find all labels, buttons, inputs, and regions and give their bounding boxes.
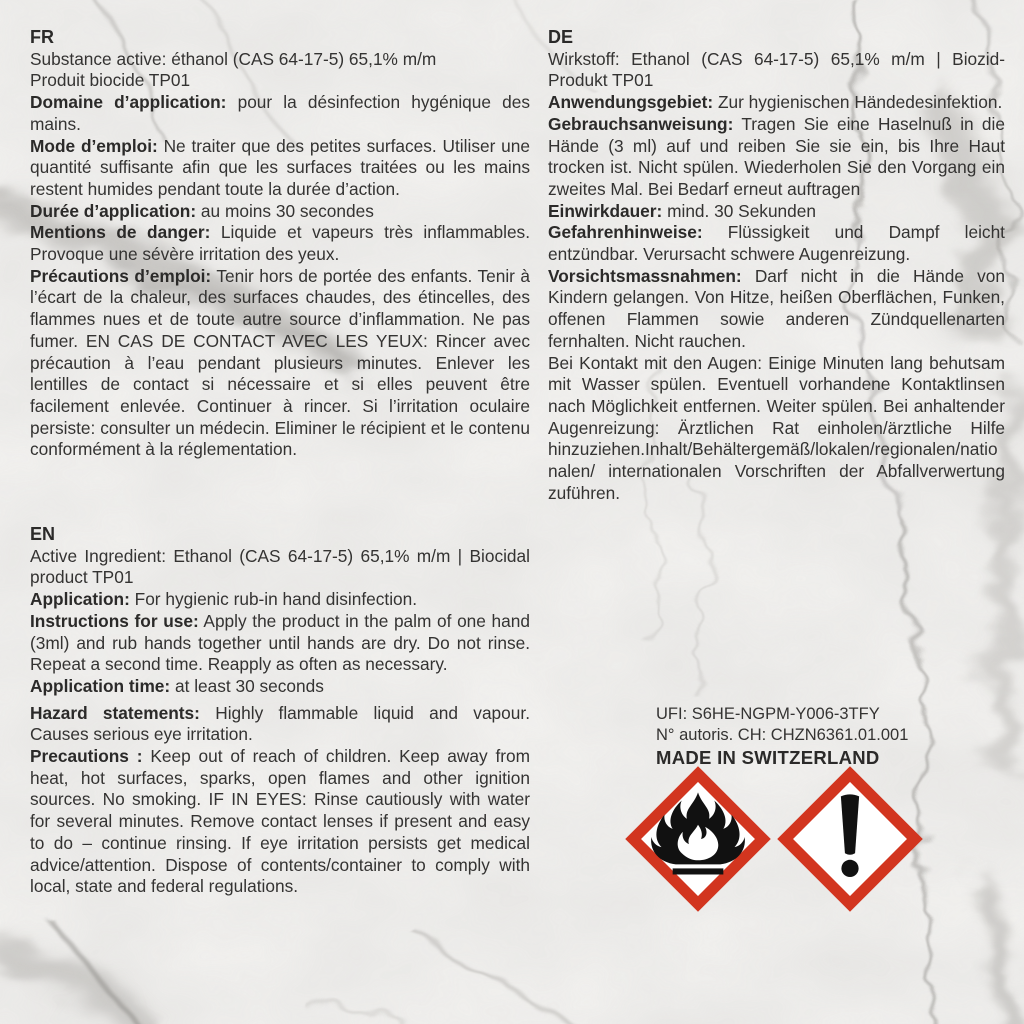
exclamation-dot [841, 860, 858, 877]
fr-mentions-danger: Mentions de danger: Liquide et vapeurs très inflammables. Provoque une sévère irritation des yeux. [30, 222, 530, 265]
fr-mode-emploi: Mode d’emploi: Ne traiter que des petites surfaces. Utiliser une quantité suffisante afin que les surfaces traitées ou les mains restent humides pendant toute la durée d’action. [30, 135, 530, 199]
section-en [30, 524, 530, 898]
en-application: Application: For hygienic rub-in hand disinfection. [30, 589, 418, 610]
authorisation-number: N° autoris. CH: CHZN6361.01.001 [656, 726, 909, 744]
de-anwendungsgebiet: Anwendungsgebiet: Zur hygienischen Händedesinfektion. [548, 92, 1003, 113]
de-gefahrenhinweise: Gefahrenhinweise: Flüssigkeit und Dampf leicht entzündbar. Verursacht schwere Augenreizung. [548, 222, 1005, 265]
en-hazard-statements: Hazard statements: Highly flammable liquid and vapour. Causes serious eye irritation. [30, 702, 530, 745]
de-wirkstoff: Wirkstoff: Ethanol (CAS 64-17-5) 65,1% m/m | Biozid-Produkt TP01 [548, 48, 1005, 91]
fr-duree-application: Durée d’application: au moins 30 secondes [30, 200, 374, 221]
flame-icon [625, 766, 771, 912]
regulatory-block [656, 704, 908, 769]
exclamation-mark-icon [777, 766, 923, 912]
en-instructions-for-use: Instructions for use: Apply the product in the palm of one hand (3ml) and rub hands together until hands are dry. Do not rinse. Repeat a second time. Reapply as often as necessary. [30, 610, 530, 675]
en-application-time: Application time: at least 30 seconds [30, 675, 324, 696]
section-heading-fr: FR [30, 27, 54, 47]
flame-baseline-bar [673, 868, 724, 874]
de-augenkontakt-entsorgung: Bei Kontakt mit den Augen: Einige Minuten lang behutsam mit Wasser spülen. Eventuell vorhandene Kontaktlinsen nach Möglichkeit entfernen. Weiter spülen. Bei anhaltender Augenreizung: Ärztlichen Rat einholen/ärztliche Hilfe hinzuziehen.Inhalt/Behältergemäß/lokalen/regionalen/nationalen/ internationalen Vorschriften der Abfallverwertung zuführen. [548, 352, 1005, 503]
section-de [548, 27, 1005, 504]
fr-domaine-application: Domaine d’application: pour la désinfection hygénique des mains. [30, 92, 530, 134]
en-precautions: Precautions : Keep out of reach of children. Keep away from heat, hot surfaces, sparks, open flames and other ignition sources. No smoking. IF IN EYES: Rinse cautiously with water for several minutes. Remove contact lenses if present and easy to do – continue rinsing. If eye irritation persists get medical advice/attention. Dispose of contents/container to comply with local, state and federal regulations. [30, 746, 531, 897]
en-active-ingredient: Active Ingredient: Ethanol (CAS 64-17-5) 65,1% m/m | Biocidal product TP01 [30, 545, 530, 588]
fr-substance-active: Substance active: éthanol (CAS 64-17-5) 65,1% m/m [30, 48, 437, 69]
section-heading-de: DE [548, 27, 574, 47]
de-einwirkdauer: Einwirkdauer: mind. 30 Sekunden [548, 200, 816, 221]
ghs-pictograms [625, 766, 923, 912]
made-in-switzerland: MADE IN SWITZERLAND [656, 747, 880, 768]
section-fr [30, 27, 530, 461]
de-gebrauchsanweisung: Gebrauchsanweisung: Tragen Sie eine Haselnuß in die Hände (3 ml) auf und reiben Sie sie ein, bis Ihre Haut trocken ist. Nicht spülen. Wiederholen Sie den Vorgang ein zweites Mal. Bei Bedarf erneut auftragen [548, 113, 1005, 199]
section-heading-en: EN [30, 524, 56, 544]
ufi-code: UFI: S6HE-NGPM-Y006-3TFY [656, 705, 880, 723]
de-vorsichtsmassnahmen: Vorsichtsmassnahmen: Darf nicht in die Hände von Kindern gelangen. Von Hitze, heißen Oberflächen, Funken, offenen Flammen sowie anderen Zündquellenarten fernhalten. Nicht rauchen. [548, 265, 1005, 351]
fr-produit-biocide: Produit biocide TP01 [30, 70, 191, 91]
fr-precautions-emploi: Précautions d’emploi: Tenir hors de portée des enfants. Tenir à l’écart de la chaleur, des surfaces chaudes, des étincelles, des flammes nues et de toute autre source d’inflammation. Ne pas fumer. EN CAS DE CONTACT AVEC LES YEUX: Rincer avec précaution à l’eau pendant plusieurs minutes. Enlever les lentilles de contact si nécessaire et si elles peuvent être facilement enlevée. Continuer à rincer. Si l’irritation oculaire persiste: consulter un médecin. Eliminer le récipient et le contenu conformément à la réglementation. [30, 265, 531, 460]
